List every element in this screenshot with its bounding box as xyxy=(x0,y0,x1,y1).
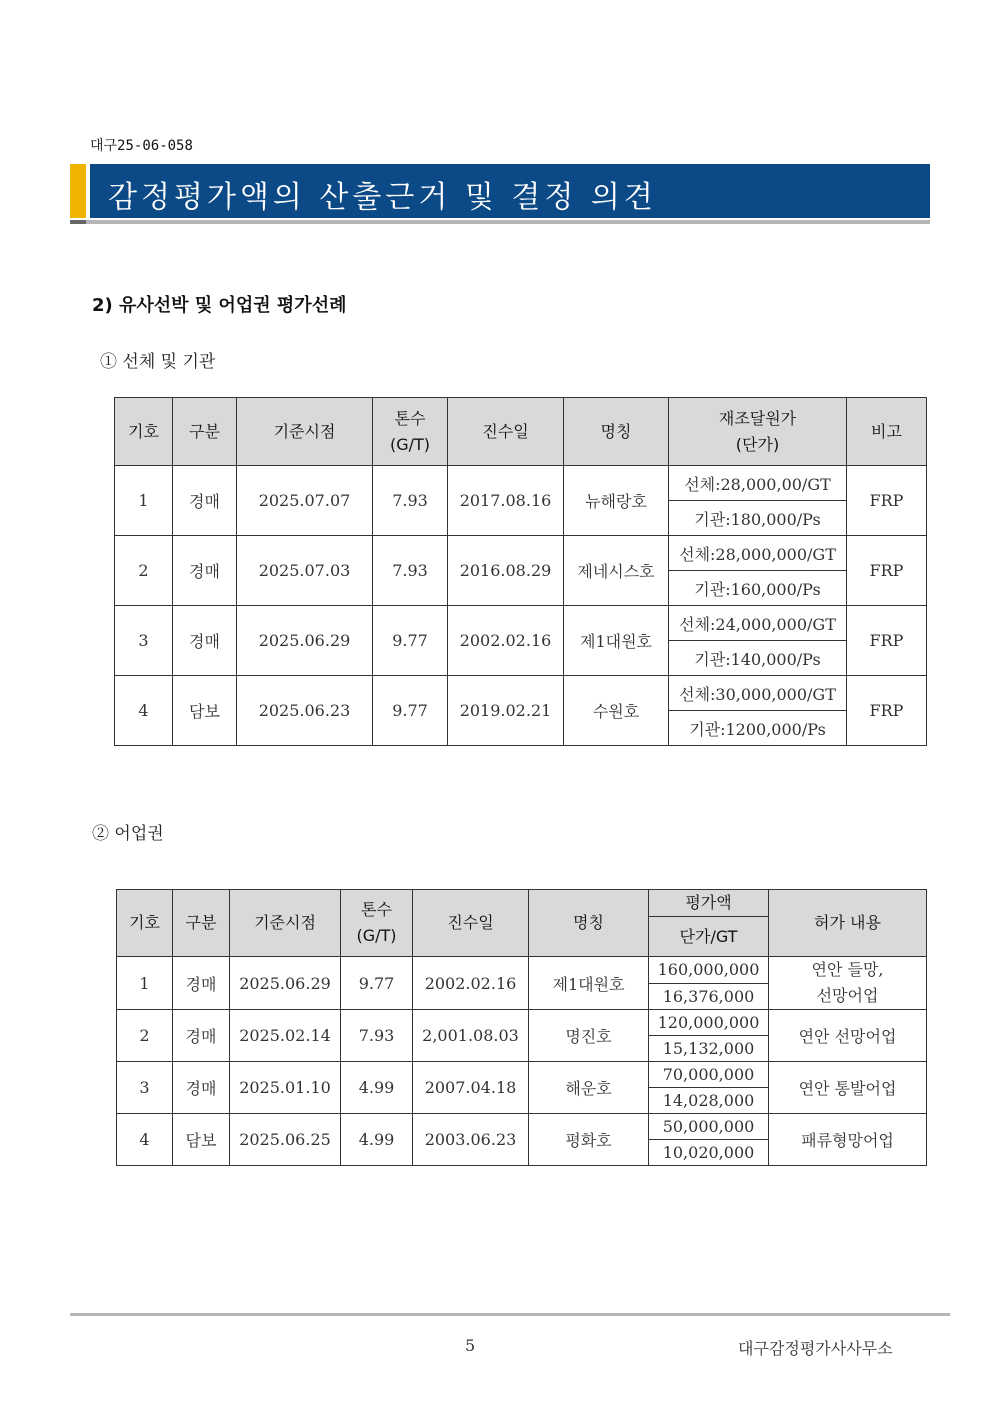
cell-name: 수원호 xyxy=(564,676,669,746)
table-row xyxy=(117,1010,927,1036)
header-tons-line2: (G/T) xyxy=(389,434,431,454)
cell-engine-cost: 기관:180,000/Ps xyxy=(669,501,847,536)
header-name: 명칭 xyxy=(564,398,669,466)
cell-note: FRP xyxy=(847,606,927,676)
cell-permit: 연안 선망어업 xyxy=(769,1010,927,1062)
cell-type: 경매 xyxy=(173,606,237,676)
cell-date: 2025.06.29 xyxy=(237,606,373,676)
subheading-hull-engine: ① 선체 및 기관 xyxy=(100,352,216,372)
header-type: 구분 xyxy=(173,890,230,957)
fishing-rights-table xyxy=(116,889,927,1166)
cell-value: 50,000,000 xyxy=(649,1114,769,1140)
cell-launch: 2,001.08.03 xyxy=(413,1010,529,1062)
cell-name: 제1대원호 xyxy=(564,606,669,676)
cell-permit-line2: 선망어업 xyxy=(816,986,879,1005)
table-row xyxy=(117,1114,927,1140)
title-banner xyxy=(70,164,930,218)
office-name: 대구감정평가사사무소 xyxy=(738,1339,893,1358)
table-row xyxy=(115,536,927,571)
title-accent-bar xyxy=(70,164,86,218)
header-tons-line1: 톤수 xyxy=(394,408,426,428)
footer-divider xyxy=(70,1313,950,1316)
header-cost-line2: (단가) xyxy=(735,434,780,454)
table-header-row xyxy=(115,398,927,466)
cell-name: 해운호 xyxy=(529,1062,649,1114)
cell-no: 4 xyxy=(115,676,173,746)
cell-no: 3 xyxy=(115,606,173,676)
header-launch: 진수일 xyxy=(413,890,529,957)
table-header-row xyxy=(117,890,927,917)
cell-type: 경매 xyxy=(173,466,237,536)
cell-date: 2025.06.25 xyxy=(230,1114,341,1166)
table-row xyxy=(115,676,927,711)
cell-date: 2025.06.23 xyxy=(237,676,373,746)
header-cost-line1: 재조달원가 xyxy=(718,408,797,428)
cell-type: 담보 xyxy=(173,676,237,746)
header-date: 기준시점 xyxy=(237,398,373,466)
cell-launch: 2007.04.18 xyxy=(413,1062,529,1114)
cell-tons: 9.77 xyxy=(373,676,448,746)
cell-tons: 4.99 xyxy=(341,1114,413,1166)
cell-launch: 2002.02.16 xyxy=(448,606,564,676)
document-id: 대구25-06-058 xyxy=(90,138,193,154)
cell-tons: 7.93 xyxy=(373,466,448,536)
cell-tons: 7.93 xyxy=(341,1010,413,1062)
cell-date: 2025.07.07 xyxy=(237,466,373,536)
cell-unit-price: 10,020,000 xyxy=(649,1140,769,1166)
cell-unit-price: 15,132,000 xyxy=(649,1036,769,1062)
cell-no: 2 xyxy=(117,1010,173,1062)
header-value: 평가액 xyxy=(649,890,769,917)
header-type: 구분 xyxy=(173,398,237,466)
cell-hull-cost: 선체:28,000,00/GT xyxy=(669,466,847,501)
cell-type: 경매 xyxy=(173,957,230,1010)
cell-no: 4 xyxy=(117,1114,173,1166)
cell-engine-cost: 기관:140,000/Ps xyxy=(669,641,847,676)
header-no: 기호 xyxy=(117,890,173,957)
cell-launch: 2016.08.29 xyxy=(448,536,564,606)
cell-no: 1 xyxy=(115,466,173,536)
table-row xyxy=(117,957,927,984)
title-underline-accent xyxy=(70,220,86,224)
cell-no: 1 xyxy=(117,957,173,1010)
cell-permit-line1: 연안 들망, xyxy=(811,960,884,979)
header-tons xyxy=(341,890,413,957)
cell-unit-price: 16,376,000 xyxy=(649,983,769,1010)
cell-name: 뉴해랑호 xyxy=(564,466,669,536)
header-tons xyxy=(373,398,448,466)
title-background xyxy=(90,164,930,218)
cell-tons: 4.99 xyxy=(341,1062,413,1114)
section-heading: 2) 유사선박 및 어업권 평가선례 xyxy=(92,295,347,316)
cell-permit: 패류형망어업 xyxy=(769,1114,927,1166)
cell-name: 평화호 xyxy=(529,1114,649,1166)
cell-engine-cost: 기관:1200,000/Ps xyxy=(669,711,847,746)
cell-tons: 9.77 xyxy=(341,957,413,1010)
cell-launch: 2017.08.16 xyxy=(448,466,564,536)
cell-value: 70,000,000 xyxy=(649,1062,769,1088)
hull-engine-table xyxy=(114,397,927,746)
header-name: 명칭 xyxy=(529,890,649,957)
cell-note: FRP xyxy=(847,536,927,606)
page-title: 감정평가액의 산출근거 및 결정 의견 xyxy=(108,180,657,215)
header-launch: 진수일 xyxy=(448,398,564,466)
cell-date: 2025.06.29 xyxy=(230,957,341,1010)
cell-name: 명진호 xyxy=(529,1010,649,1062)
cell-launch: 2002.02.16 xyxy=(413,957,529,1010)
cell-type: 담보 xyxy=(173,1114,230,1166)
header-cost xyxy=(669,398,847,466)
header-permit: 허가 내용 xyxy=(769,890,927,957)
cell-tons: 9.77 xyxy=(373,606,448,676)
header-no: 기호 xyxy=(115,398,173,466)
cell-name: 제1대원호 xyxy=(529,957,649,1010)
cell-type: 경매 xyxy=(173,536,237,606)
cell-note: FRP xyxy=(847,676,927,746)
header-note: 비고 xyxy=(847,398,927,466)
header-date: 기준시점 xyxy=(230,890,341,957)
page-number: 5 xyxy=(465,1336,476,1355)
cell-type: 경매 xyxy=(173,1010,230,1062)
cell-hull-cost: 선체:24,000,000/GT xyxy=(669,606,847,641)
title-underline xyxy=(70,220,930,224)
cell-unit-price: 14,028,000 xyxy=(649,1088,769,1114)
header-unit-price: 단가/GT xyxy=(649,917,769,957)
cell-date: 2025.02.14 xyxy=(230,1010,341,1062)
cell-launch: 2019.02.21 xyxy=(448,676,564,746)
cell-no: 2 xyxy=(115,536,173,606)
cell-value: 160,000,000 xyxy=(649,957,769,984)
table-row xyxy=(115,466,927,501)
cell-tons: 7.93 xyxy=(373,536,448,606)
cell-permit: 연안 통발어업 xyxy=(769,1062,927,1114)
cell-engine-cost: 기관:160,000/Ps xyxy=(669,571,847,606)
header-tons-line1: 톤수 xyxy=(361,900,392,919)
cell-hull-cost: 선체:28,000,000/GT xyxy=(669,536,847,571)
cell-value: 120,000,000 xyxy=(649,1010,769,1036)
cell-no: 3 xyxy=(117,1062,173,1114)
table-row xyxy=(115,606,927,641)
header-tons-line2: (G/T) xyxy=(356,926,397,945)
cell-note: FRP xyxy=(847,466,927,536)
subheading-fishing-rights: ② 어업권 xyxy=(92,824,164,844)
cell-hull-cost: 선체:30,000,000/GT xyxy=(669,676,847,711)
cell-date: 2025.01.10 xyxy=(230,1062,341,1114)
cell-permit xyxy=(769,957,927,1010)
cell-launch: 2003.06.23 xyxy=(413,1114,529,1166)
cell-name: 제네시스호 xyxy=(564,536,669,606)
cell-type: 경매 xyxy=(173,1062,230,1114)
cell-date: 2025.07.03 xyxy=(237,536,373,606)
table-row xyxy=(117,1062,927,1088)
